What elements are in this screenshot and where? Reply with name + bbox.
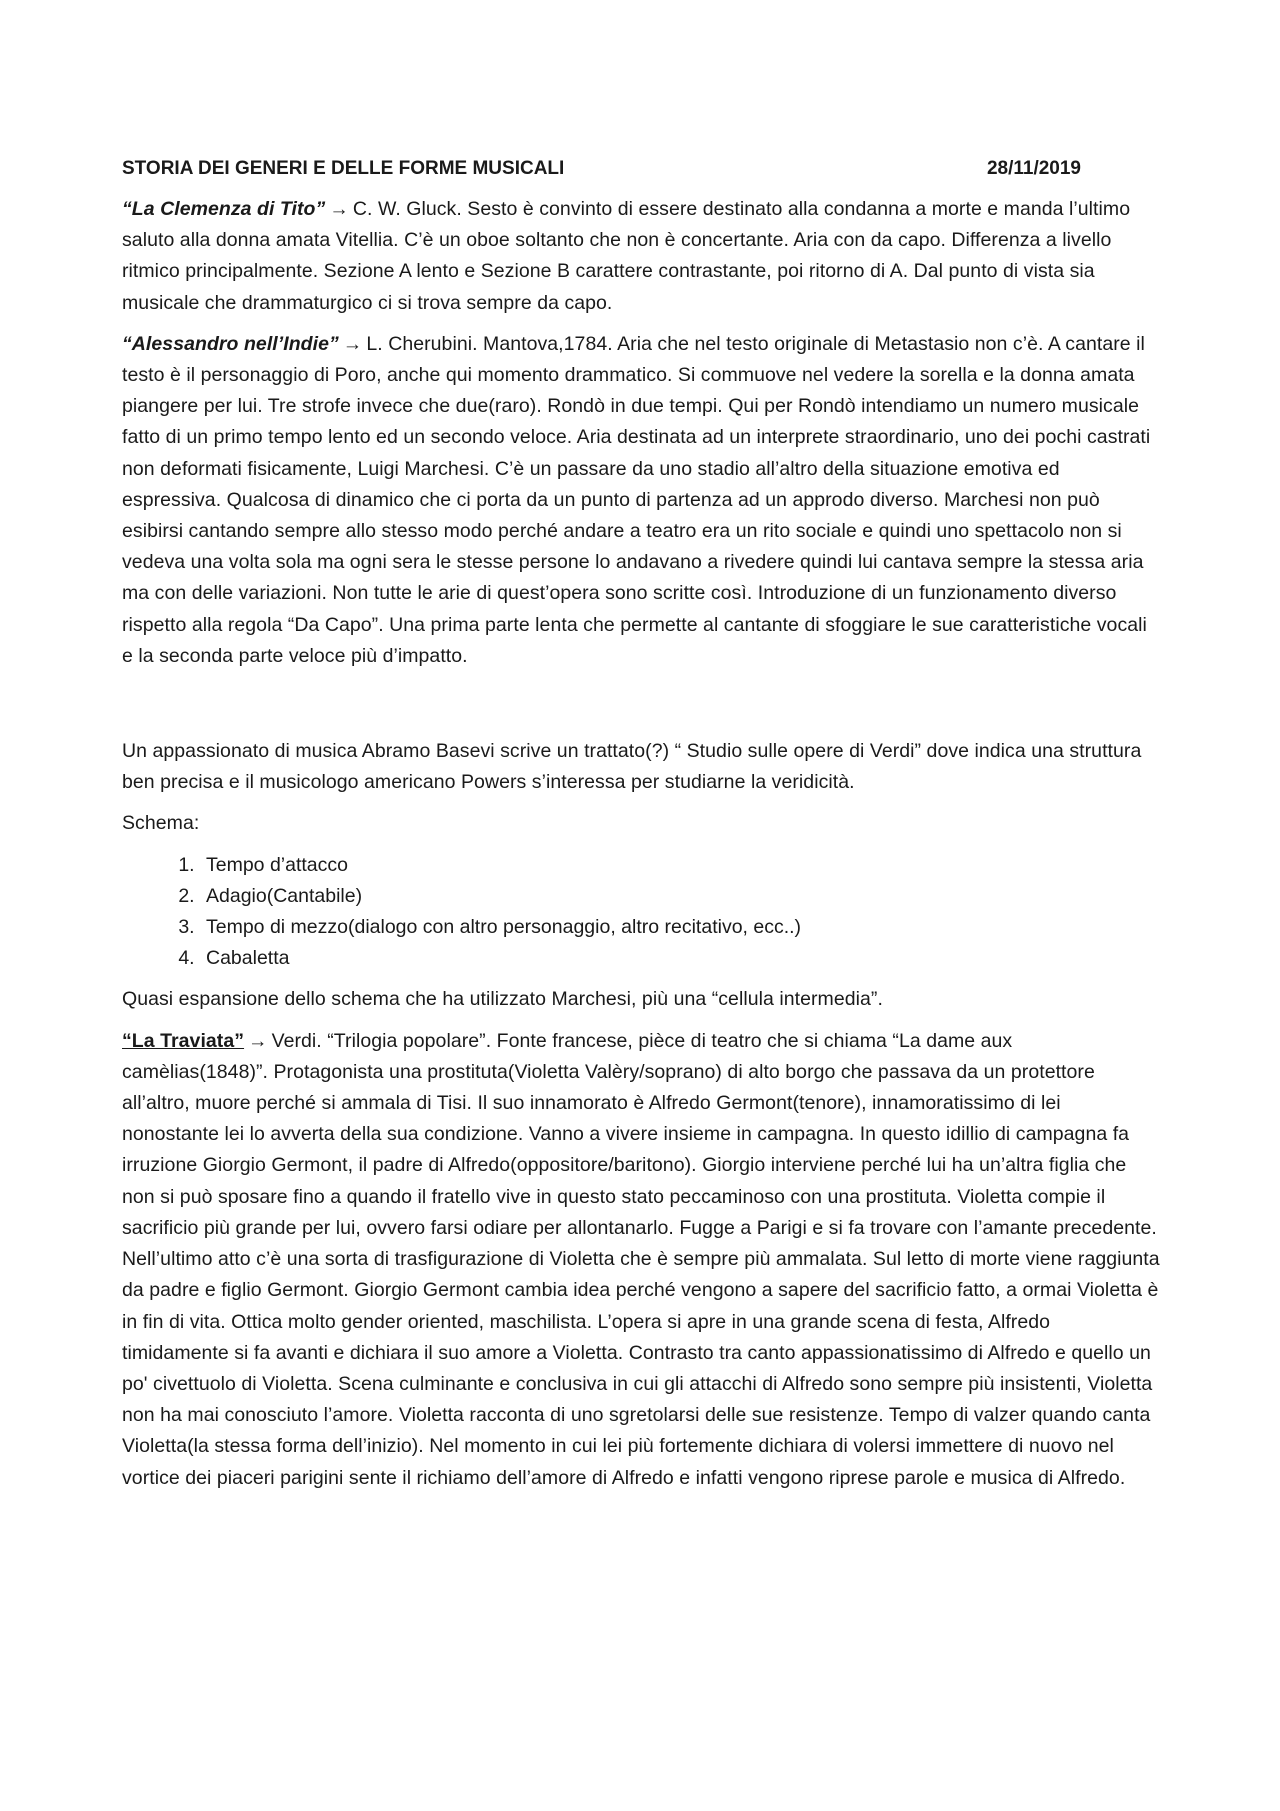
paragraph-text: L. Cherubini. Mantova,1784. Aria che nel testo originale di Metastasio non c’è. A cantare il testo è il personaggio di Poro, anche qui momento drammatico. Si commuove nel vedere la sorella e la donna amata piangere per lui. Tre strofe invece che due(raro). Rondò in due tempi. Qui per Rondò intendiamo un numero musicale fatto di un primo tempo lento ed un secondo veloce. Aria destinata ad un interprete straordinario, uno dei pochi castrati non deformati fisicamente, Luigi Marchesi. C’è un passare da uno stadio all’altro della situazione emotiva ed espressiva. Qualcosa di dinamico che ci porta da un punto di partenza ad un approdo diverso. Marchesi non può esibirsi cantando sempre allo stesso modo perché andare a teatro era un rito sociale e quindi uno spettacolo non si vedeva una volta sola ma ogni sera le stesse persone lo andavano a rivedere quindi lui cantava sempre la stessa aria ma con delle variazioni. Non tutte le arie di quest’opera sono scritte così. Introduzione di un funzionamento diverso rispetto alla regola “Da Capo”. Una prima parte lenta che permette al cantante di sfoggiare le sue caratteristiche vocali e la seconda parte veloce più d’impatto.: [122, 332, 1151, 667]
paragraph-alessandro: [122, 329, 1161, 672]
paragraph-clemenza: [122, 194, 1161, 319]
paragraph-text: Verdi. “Trilogia popolare”. Fonte francese, pièce di teatro che si chiama “La dame aux camèlias(1848)”. Protagonista una prostituta(Violetta Valèry/soprano) di alto borgo che passava da un protettore all’altro, muore perché si ammala di Tisi. Il suo innamorato è Alfredo Germont(tenore), innamoratissimo di lei nonostante lei lo avverta della sua condizione. Vanno a vivere insieme in campagna. In questo idillio di campagna fa irruzione Giorgio Germont, il padre di Alfredo(oppositore/baritono). Giorgio interviene perché lui ha un’altra figlia che non si può sposare fino a quando il fratello vive in questo stato peccaminoso con una prostituta. Violetta compie il sacrificio più grande per lui, ovvero farsi odiare per allontanarlo. Fugge a Parigi e si fa trovare con l’amante precedente. Nell’ultimo atto c’è una sorta di trasfigurazione di Violetta che è sempre più ammalata. Sul letto di morte viene raggiunta da padre e figlio Germont. Giorgio Germont cambia idea perché vengono a sapere del sacrificio fatto, a ormai Violetta è in fin di vita. Ottica molto gender oriented, maschilista. L’opera si apre in una grande scena di festa, Alfredo timidamente si fa avanti e dichiara il suo amore a Violetta. Contrasto tra canto appassionatissimo di Alfredo e quello un po' civettuolo di Violetta. Scena culminante e conclusiva in cui gli attacchi di Alfredo sono sempre più insistenti, Violetta non ha mai conosciuto l’amore. Violetta racconta di uno sgretolarsi delle sue resistenze. Tempo di valzer quando canta Violetta(la stessa forma dell’inizio). Nel momento in cui lei più fortemente dichiara di volersi immettere di nuovo nel vortice dei piaceri parigini sente il richiamo dell’amore di Alfredo e infatti vengono riprese parole e musica di Alfredo.: [122, 1029, 1160, 1489]
schema-note: Quasi espansione dello schema che ha utilizzato Marchesi, più una “cellula intermedia”.: [122, 988, 883, 1011]
list-item: 1. Tempo d’attacco: [200, 850, 1161, 881]
opera-title-traviata: “La Traviata”: [122, 1029, 245, 1052]
arrow-right-icon: →: [342, 332, 363, 355]
list-item: 3. Tempo di mezzo(dialogo con altro personaggio, altro recitativo, ecc..): [200, 912, 1161, 943]
schema-list: [122, 850, 1161, 975]
document-date: 28/11/2019: [986, 158, 1081, 179]
arrow-right-icon: →: [329, 198, 349, 220]
arrow-right-icon: →: [248, 1029, 268, 1052]
document-header: [122, 154, 1161, 184]
paragraph-text: C. W. Gluck. Sesto è convinto di essere destinato alla condanna a morte e manda l’ultimo saluto alla donna amata Vitellia. C’è un oboe soltanto che non è concertante. Aria con da capo. Differenza a livello ritmico principalmente. Sezione A lento e Sezione B carattere contrastante, poi ritorno di A. Dal punto di vista sia musicale che drammaturgico ci si trova sempre da capo.: [122, 198, 1131, 314]
document-title: STORIA DEI GENERI E DELLE FORME MUSICALI: [122, 158, 565, 179]
opera-title-clemenza: “La Clemenza di Tito”: [122, 198, 326, 220]
paragraph-basevi: Un appassionato di musica Abramo Basevi scrive un trattato(?) “ Studio sulle opere di Verdi” dove indica una struttura ben precisa e il musicologo americano Powers s’interessa per studiarne la veridicità.: [122, 740, 1142, 794]
list-item: 2. Adagio(Cantabile): [200, 881, 1161, 912]
schema-label: Schema:: [122, 812, 200, 835]
spacer: [122, 682, 1161, 736]
list-item: 4. Cabaletta: [200, 943, 1161, 974]
opera-title-alessandro: “Alessandro nell’Indie”: [122, 332, 339, 355]
paragraph-traviata: [122, 1026, 1161, 1494]
